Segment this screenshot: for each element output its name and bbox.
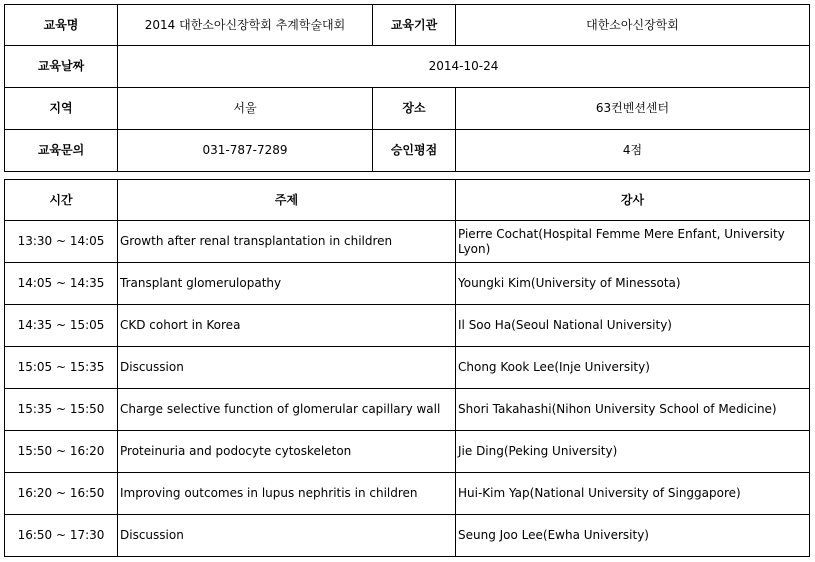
session-time: 16:50 ~ 17:30 <box>5 515 118 557</box>
course-date-label: 교육날짜 <box>5 46 118 88</box>
schedule-header-row <box>5 180 810 221</box>
session-speaker: Hui-Kim Yap(National University of Singgapore) <box>456 473 810 515</box>
schedule-row <box>5 431 810 473</box>
session-time: 16:20 ~ 16:50 <box>5 473 118 515</box>
session-topic: CKD cohort in Korea <box>118 305 456 347</box>
course-credit-value: 4점 <box>456 130 810 172</box>
course-date-value: 2014-10-24 <box>118 46 810 88</box>
session-topic: Growth after renal transplantation in children <box>118 221 456 263</box>
session-speaker: Youngki Kim(University of Minessota) <box>456 263 810 305</box>
session-topic: Improving outcomes in lupus nephritis in children <box>118 473 456 515</box>
speaker-column-header: 강사 <box>456 180 810 221</box>
session-speaker: Seung Joo Lee(Ewha University) <box>456 515 810 557</box>
session-time: 15:05 ~ 15:35 <box>5 347 118 389</box>
schedule-row <box>5 515 810 557</box>
course-venue-label: 장소 <box>373 88 456 130</box>
course-region-value: 서울 <box>118 88 373 130</box>
session-time: 15:35 ~ 15:50 <box>5 389 118 431</box>
schedule-row <box>5 389 810 431</box>
course-contact-value: 031-787-7289 <box>118 130 373 172</box>
schedule-row <box>5 263 810 305</box>
session-topic: Transplant glomerulopathy <box>118 263 456 305</box>
course-region-label: 지역 <box>5 88 118 130</box>
topic-column-header: 주제 <box>118 180 456 221</box>
session-speaker: Il Soo Ha(Seoul National University) <box>456 305 810 347</box>
schedule-row <box>5 305 810 347</box>
schedule-row <box>5 347 810 389</box>
session-speaker: Jie Ding(Peking University) <box>456 431 810 473</box>
session-time: 15:50 ~ 16:20 <box>5 431 118 473</box>
session-speaker: Pierre Cochat(Hospital Femme Mere Enfant, University Lyon) <box>456 221 810 263</box>
course-org-value: 대한소아신장학회 <box>456 5 810 46</box>
session-time: 13:30 ~ 14:05 <box>5 221 118 263</box>
session-topic: Proteinuria and podocyte cytoskeleton <box>118 431 456 473</box>
info-row-date <box>5 46 810 88</box>
session-speaker: Chong Kook Lee(Inje University) <box>456 347 810 389</box>
info-row-name <box>5 5 810 46</box>
course-contact-label: 교육문의 <box>5 130 118 172</box>
schedule-row <box>5 473 810 515</box>
session-time: 14:05 ~ 14:35 <box>5 263 118 305</box>
course-name-label: 교육명 <box>5 5 118 46</box>
course-venue-value: 63컨벤션센터 <box>456 88 810 130</box>
course-info-table <box>4 4 810 172</box>
session-topic: Charge selective function of glomerular capillary wall <box>118 389 456 431</box>
course-name-value: 2014 대한소아신장학회 추계학술대회 <box>118 5 373 46</box>
session-speaker: Shori Takahashi(Nihon University School of Medicine) <box>456 389 810 431</box>
schedule-row <box>5 221 810 263</box>
course-org-label: 교육기관 <box>373 5 456 46</box>
session-topic: Discussion <box>118 515 456 557</box>
session-time: 14:35 ~ 15:05 <box>5 305 118 347</box>
session-topic: Discussion <box>118 347 456 389</box>
time-column-header: 시간 <box>5 180 118 221</box>
course-credit-label: 승인평점 <box>373 130 456 172</box>
info-row-contact <box>5 130 810 172</box>
info-row-location <box>5 88 810 130</box>
schedule-table <box>4 179 810 557</box>
